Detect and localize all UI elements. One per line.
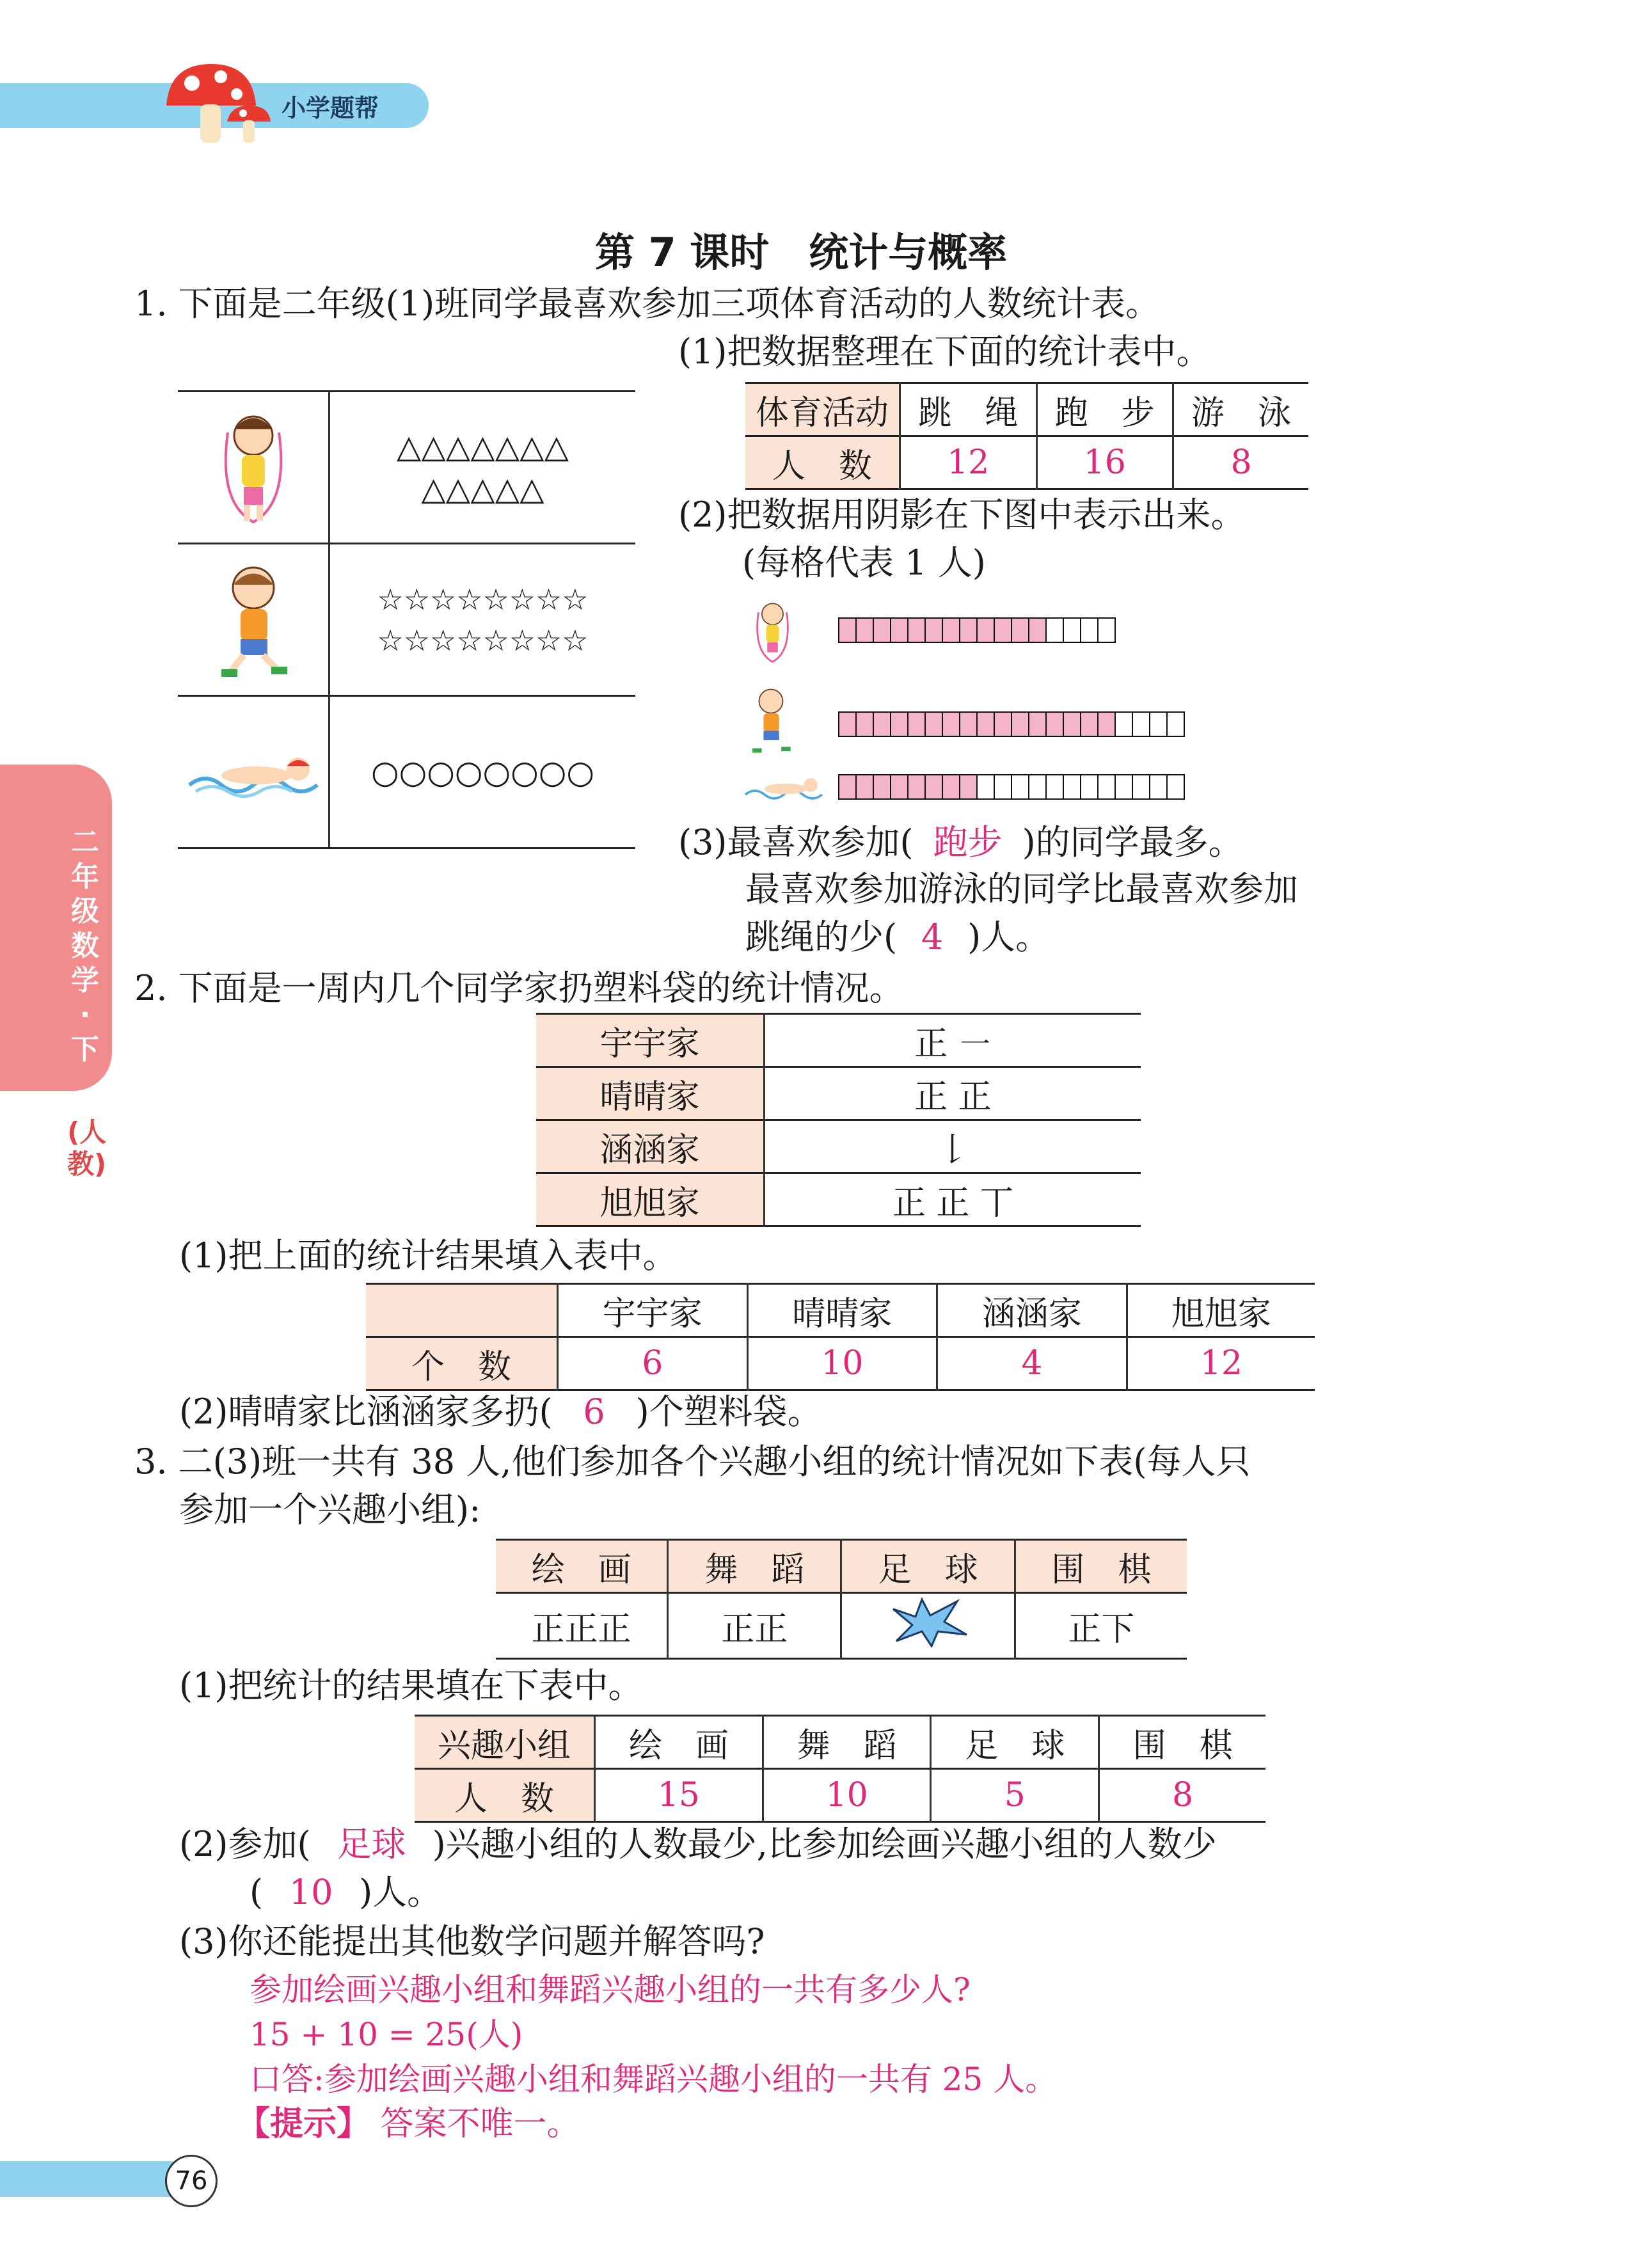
footer-bar (0, 2161, 173, 2197)
q2-tally-table (536, 1013, 1141, 1227)
table-header: 舞 蹈 (763, 1716, 931, 1769)
empty-cell (976, 774, 995, 800)
q3-stem-line2: 参加一个兴趣小组): (179, 1489, 481, 1530)
shaded-cell (924, 617, 943, 643)
empty-cell (1114, 711, 1133, 737)
empty-cell (1045, 617, 1064, 643)
tally-row (178, 392, 635, 544)
running-boy-icon (178, 544, 328, 695)
table-header: 围 棋 (1015, 1540, 1187, 1593)
table-cell: 12 (900, 436, 1037, 489)
table-header: 游 泳 (1173, 383, 1309, 436)
swimmer-icon (178, 697, 328, 847)
tally-marks: 正 ㇐ (765, 1014, 1141, 1067)
shaded-cell (855, 617, 874, 643)
answer-line: 口答:参加绘画兴趣小组和舞蹈兴趣小组的一共有 25 人。 (250, 2061, 1058, 2098)
q3-tally-table (496, 1539, 1187, 1660)
swimmer-icon (742, 768, 825, 809)
empty-cell (1114, 774, 1133, 800)
bar-running (838, 711, 1184, 737)
empty-cell (1149, 711, 1168, 737)
brand-label: 小学题帮 (282, 94, 379, 122)
answer-line: 参加绘画兴趣小组和舞蹈兴趣小组的一共有多少人? (250, 1971, 971, 2008)
table-header: 围 棋 (1099, 1716, 1265, 1769)
table-cell: 8 (1173, 436, 1309, 489)
shaded-cell (976, 711, 995, 737)
q3-part3: (3)你还能提出其他数学问题并解答吗? (179, 1921, 765, 1962)
q1-tally-table (178, 390, 635, 849)
side-tab-sub-label: (人教) (67, 1116, 107, 1180)
shaded-cell (873, 617, 891, 643)
tally-row (178, 697, 635, 849)
q3-part2 (179, 1822, 1217, 1867)
empty-cell (1080, 774, 1099, 800)
shaded-cell (838, 774, 857, 800)
shaded-cell (890, 711, 908, 737)
text: )人。 (967, 917, 1051, 957)
answer-fill: 足球 (337, 1824, 406, 1864)
tally-marks: 正正正 (496, 1593, 668, 1659)
empty-cell (1097, 774, 1116, 800)
empty-cell (1149, 774, 1168, 800)
empty-cell (1028, 774, 1047, 800)
shaded-cell (942, 774, 960, 800)
hint (237, 2102, 580, 2146)
tally-marks: 正下 (1015, 1593, 1187, 1659)
table-cell: 16 (1036, 436, 1173, 489)
shaded-cell (890, 617, 908, 643)
answer-fill: 10 (289, 1872, 333, 1912)
shaded-cell (907, 711, 926, 737)
empty-cell (1063, 774, 1081, 800)
text: (3)最喜欢参加( (678, 822, 914, 862)
q2-stem: 2. 下面是一周内几个同学家扔塑料袋的统计情况。 (134, 968, 904, 1008)
q1-part3-line3 (745, 915, 1050, 960)
table-corner (366, 1284, 558, 1337)
table-cell: 4 (937, 1337, 1127, 1390)
tally-marks: 正 正 丅 (765, 1173, 1141, 1226)
table-row-label: 宇宇家 (536, 1014, 765, 1067)
hint-label: 【提示】 (237, 2105, 370, 2143)
table-row-label: 晴晴家 (536, 1067, 765, 1120)
q1-part1: (1)把数据整理在下面的统计表中。 (678, 331, 1211, 372)
table-row-label: 人 数 (415, 1769, 595, 1822)
running-boy-icon (749, 685, 793, 757)
tally-marks: 正 正 (765, 1067, 1141, 1120)
table-cell: 6 (558, 1337, 748, 1390)
q3-stem: 3. 二(3)班一共有 38 人,他们参加各个兴趣小组的统计情况如下表(每人只 (134, 1441, 1251, 1482)
tally-marks: ☆☆☆☆☆☆☆☆ (377, 623, 589, 658)
jump-rope-girl-icon (178, 392, 328, 543)
tally-row (178, 544, 635, 697)
table-row-label: 旭旭家 (536, 1173, 765, 1226)
q2-part2 (179, 1390, 822, 1434)
answer-fill: 4 (921, 917, 944, 957)
empty-cell (994, 774, 1012, 800)
empty-cell (1063, 617, 1081, 643)
text: ( (250, 1872, 264, 1912)
table-cell: 12 (1127, 1337, 1315, 1390)
jump-rope-girl-icon (749, 598, 797, 668)
empty-cell (1045, 774, 1064, 800)
shaded-cell (959, 711, 978, 737)
table-header: 兴趣小组 (415, 1716, 595, 1769)
empty-cell (1166, 711, 1185, 737)
text: )个塑料袋。 (635, 1392, 822, 1432)
shaded-cell (994, 617, 1012, 643)
shaded-cell (976, 617, 995, 643)
answer-fill: 6 (583, 1392, 605, 1432)
q1-stem: 1. 下面是二年级(1)班同学最喜欢参加三项体育活动的人数统计表。 (134, 283, 1161, 324)
table-header: 体育活动 (745, 383, 900, 436)
ink-splat-icon (841, 1593, 1015, 1659)
answer-fill: 跑步 (933, 822, 1003, 862)
empty-cell (1080, 617, 1099, 643)
table-row-label: 人 数 (745, 436, 900, 489)
text: 跳绳的少( (745, 917, 898, 957)
shaded-cell (907, 774, 926, 800)
tally-marks: △△△△△ (421, 470, 544, 507)
bar-swimming (838, 774, 1184, 800)
hint-text: 答案不唯一。 (380, 2105, 580, 2143)
shaded-cell (1063, 711, 1081, 737)
table-header: 足 球 (931, 1716, 1099, 1769)
table-header: 晴晴家 (747, 1284, 937, 1337)
bar-jump-rope (838, 617, 1114, 643)
shaded-cell (907, 617, 926, 643)
q1-part2: (2)把数据用阴影在下图中表示出来。 (678, 495, 1246, 535)
empty-cell (1097, 617, 1116, 643)
table-cell: 10 (763, 1769, 931, 1822)
shaded-cell (924, 774, 943, 800)
answer-line: 15 + 10 = 25(人) (250, 2016, 523, 2053)
text: )兴趣小组的人数最少,比参加绘画兴趣小组的人数少 (432, 1824, 1217, 1864)
table-header: 绘 画 (595, 1716, 763, 1769)
shaded-cell (959, 617, 978, 643)
text: (2)参加( (179, 1824, 311, 1864)
table-header: 跳 绳 (900, 383, 1037, 436)
shaded-cell (994, 711, 1012, 737)
shaded-cell (873, 774, 891, 800)
table-cell: 5 (931, 1769, 1099, 1822)
page-title: 第 7 课时 统计与概率 (595, 229, 1008, 276)
shaded-cell (838, 617, 857, 643)
shaded-cell (838, 711, 857, 737)
text: )的同学最多。 (1022, 822, 1243, 862)
shaded-cell (855, 711, 874, 737)
side-tab-label: 二年级数学·下 (71, 826, 99, 1066)
table-header: 足 球 (841, 1540, 1015, 1593)
empty-cell (1132, 711, 1150, 737)
shaded-cell (890, 774, 908, 800)
tally-marks: △△△△△△△ (396, 427, 569, 465)
empty-cell (1132, 774, 1150, 800)
q1-part3 (678, 820, 1243, 865)
q3-part1: (1)把统计的结果填在下表中。 (179, 1665, 643, 1706)
table-row-label: 个 数 (366, 1337, 558, 1390)
table-header: 舞 蹈 (668, 1540, 841, 1593)
tally-marks: ☆☆☆☆☆☆☆☆ (377, 582, 589, 617)
q3-result-table (415, 1715, 1265, 1823)
shaded-cell (1045, 711, 1064, 737)
shaded-cell (924, 711, 943, 737)
tally-marks: 𠄌 (765, 1120, 1141, 1173)
tally-marks: ○○○○○○○○ (370, 753, 595, 791)
shaded-cell (959, 774, 978, 800)
table-header: 绘 画 (496, 1540, 668, 1593)
empty-cell (1011, 774, 1029, 800)
page-number: 76 (165, 2155, 218, 2207)
shaded-cell (1028, 617, 1047, 643)
shaded-cell (1080, 711, 1099, 737)
q1-part2-note: (每格代表 1 人) (742, 543, 986, 583)
shaded-cell (942, 617, 960, 643)
shaded-cell (1097, 711, 1116, 737)
shaded-cell (942, 711, 960, 737)
shaded-cell (855, 774, 874, 800)
q3-part2-line2 (250, 1870, 441, 1915)
tally-marks: 正正 (668, 1593, 841, 1659)
text: )人。 (359, 1872, 442, 1912)
shaded-cell (1028, 711, 1047, 737)
q2-part1: (1)把上面的统计结果填入表中。 (179, 1235, 678, 1276)
mushroom-logo-icon (163, 61, 272, 153)
table-row-label: 涵涵家 (536, 1120, 765, 1173)
empty-cell (1166, 774, 1185, 800)
table-cell: 8 (1099, 1769, 1265, 1822)
shaded-cell (873, 711, 891, 737)
shaded-cell (1011, 617, 1029, 643)
shaded-cell (1011, 711, 1029, 737)
table-cell: 15 (595, 1769, 763, 1822)
q1-result-table (745, 382, 1308, 490)
table-header: 宇宇家 (558, 1284, 748, 1337)
table-cell: 10 (747, 1337, 937, 1390)
table-header: 涵涵家 (937, 1284, 1127, 1337)
text: (2)晴晴家比涵涵家多扔( (179, 1392, 553, 1432)
table-header: 旭旭家 (1127, 1284, 1315, 1337)
q2-result-table (366, 1283, 1315, 1391)
table-header: 跑 步 (1036, 383, 1173, 436)
q1-part3-line2: 最喜欢参加游泳的同学比最喜欢参加 (745, 869, 1298, 909)
